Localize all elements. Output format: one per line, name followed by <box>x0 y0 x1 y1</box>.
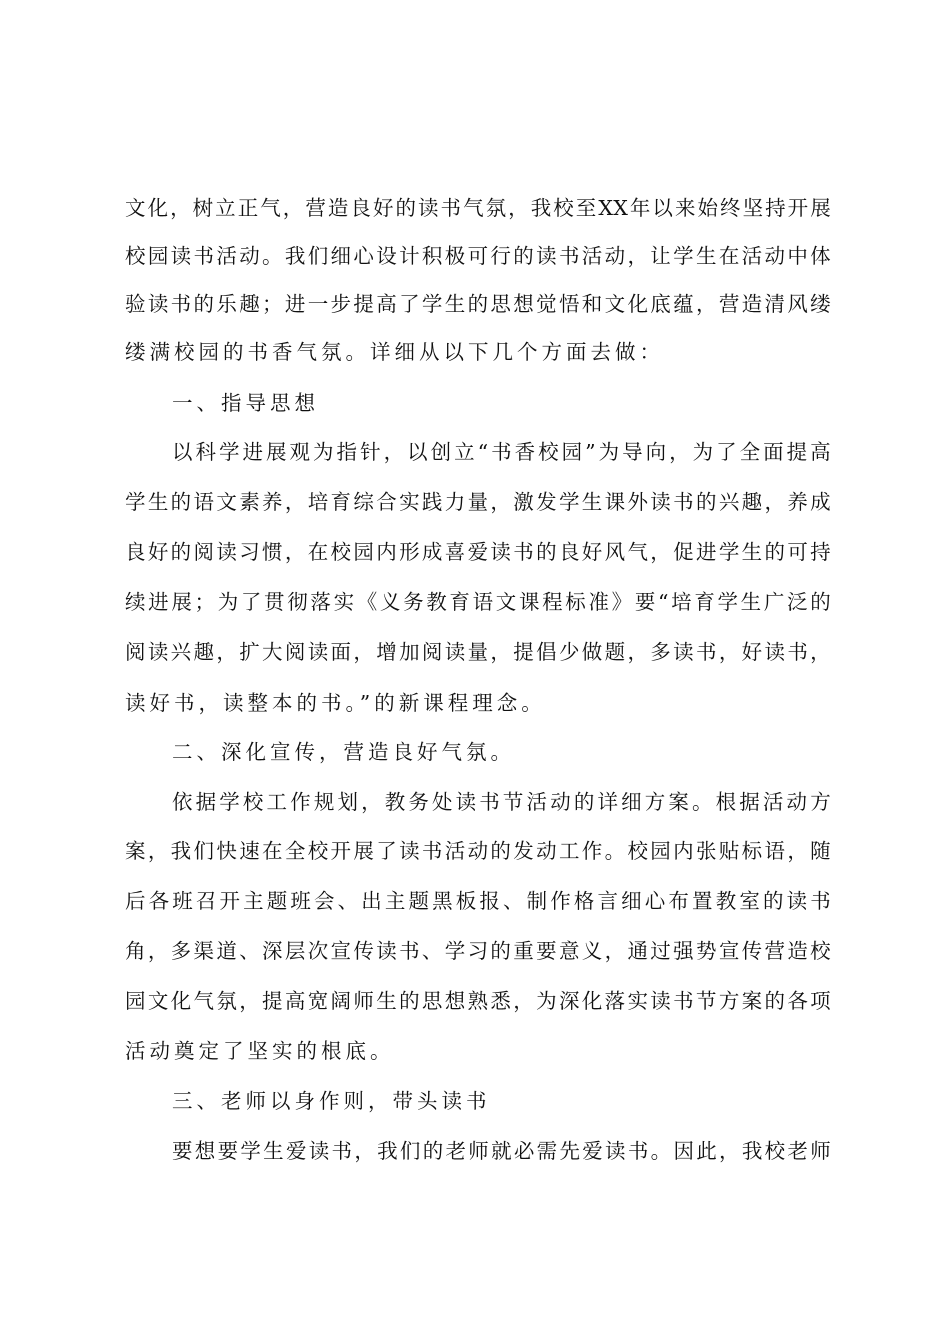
paragraph-line: 依据学校工作规划，教务处读书节活动的详细方案。根据活动方 <box>172 790 831 814</box>
paragraph-line: 读好书，读整本的书。”的新课程理念。 <box>125 691 546 715</box>
paragraph-line: 角，多渠道、深层次宣传读书、学习的重要意义，通过强势宣传营造校 <box>125 939 831 963</box>
paragraph-line: 校园读书活动。我们细心设计积极可行的读书活动，让学生在活动中体 <box>125 244 831 268</box>
paragraph-line: 要想要学生爱读书，我们的老师就必需先爱读书。因此，我校老师 <box>172 1139 831 1163</box>
paragraph-line: 以科学进展观为指针，以创立“书香校园”为导向，为了全面提高 <box>172 440 831 464</box>
paragraph-line: 后各班召开主题班会、出主题黑板报、制作格言细心布置教室的读书 <box>125 889 831 913</box>
paragraph-line: 良好的阅读习惯，在校园内形成喜爱读书的良好风气，促进学生的可持 <box>125 540 831 564</box>
paragraph-line: 验读书的乐趣；进一步提高了学生的思想觉悟和文化底蕴，营造清风缕 <box>125 292 831 316</box>
section-heading: 一、指导思想 <box>172 391 319 415</box>
paragraph-line: 园文化气氛，提高宽阔师生的思想熟悉，为深化落实读书节方案的各项 <box>125 989 831 1013</box>
paragraph-line: 缕满校园的书香气氛。详细从以下几个方面去做： <box>125 340 664 364</box>
section-heading: 三、老师以身作则，带头读书 <box>172 1089 491 1113</box>
paragraph-line: 活动奠定了坚实的根底。 <box>125 1039 395 1063</box>
paragraph-line: 学生的语文素养，培育综合实践力量，激发学生课外读书的兴趣，养成 <box>125 490 831 514</box>
paragraph-line: 文化，树立正气，营造良好的读书气氛，我校至XX年以来始终坚持开展 <box>125 196 831 220</box>
paragraph-line: 案，我们快速在全校开展了读书活动的发动工作。校园内张贴标语，随 <box>125 839 831 863</box>
paragraph-line: 续进展；为了贯彻落实《义务教育语文课程标准》要“培育学生广泛的 <box>125 590 831 614</box>
section-heading: 二、深化宣传，营造良好气氛。 <box>172 740 515 764</box>
paragraph-line: 阅读兴趣，扩大阅读面，增加阅读量，提倡少做题，多读书，好读书， <box>125 640 831 664</box>
